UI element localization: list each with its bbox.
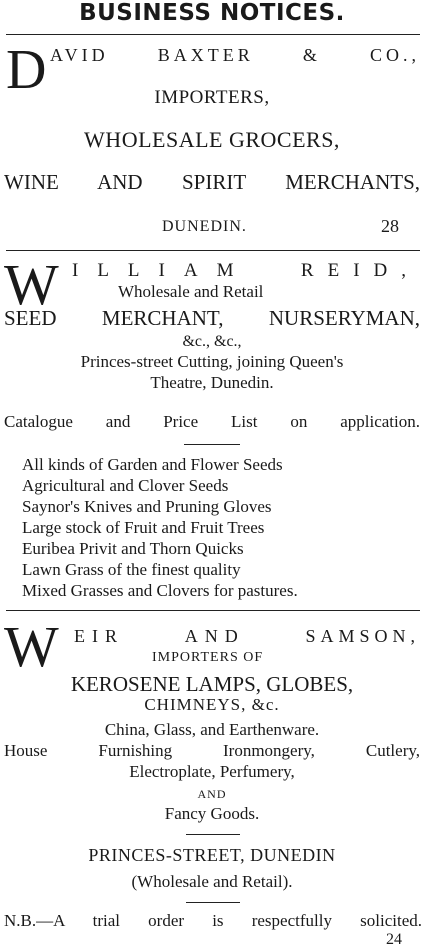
top-rule (6, 34, 420, 35)
dropcap-w: W (4, 252, 59, 317)
place-name: DUNEDIN. (162, 218, 247, 235)
name-word: ILLIAM (72, 260, 253, 281)
divider-rule (6, 250, 420, 251)
catalogue-note: Catalogue and Price List on application. (4, 412, 420, 431)
ad-line: WINE AND SPIRIT MERCHANTS, (4, 170, 420, 194)
advertiser-name (72, 260, 420, 282)
ad-line: (Wholesale and Retail). (131, 872, 293, 891)
list-item: Saynor's Knives and Pruning Gloves (22, 497, 272, 516)
ad-line: China, Glass, and Earthenware. (104, 720, 320, 739)
ad-line: CHIMNEYS, &c. (144, 695, 280, 714)
ad-line: IMPORTERS OF (152, 650, 264, 665)
ad-line: Wholesale and Retail (118, 282, 264, 301)
dropcap-w: W (4, 614, 59, 679)
advert-number: 24 (386, 931, 402, 948)
list-item: Agricultural and Clover Seeds (22, 476, 229, 495)
name-word: CO., (369, 45, 420, 65)
ad-line: SEED MERCHANT, NURSERYMAN, (4, 306, 420, 330)
advertiser-name (74, 626, 420, 647)
ad-line: AND (197, 787, 227, 801)
ad-line: IMPORTERS, (154, 87, 270, 108)
name-word: REID, (300, 260, 420, 281)
ad-line: WHOLESALE GROCERS, (84, 127, 340, 152)
list-item: All kinds of Garden and Flower Seeds (22, 455, 283, 474)
list-item: Mixed Grasses and Clovers for pastures. (22, 581, 298, 600)
name-word: BAXTER (157, 45, 254, 65)
short-rule (186, 834, 240, 835)
ad-line: Electroplate, Perfumery, (129, 762, 295, 781)
name-word: AVID (50, 45, 109, 65)
ad-line: &c., &c., (182, 333, 242, 350)
ad-line: Fancy Goods. (164, 804, 260, 823)
divider-rule (6, 610, 420, 611)
name-word: EIR (74, 626, 124, 646)
advertiser-name (50, 45, 420, 66)
list-item: Large stock of Fruit and Fruit Trees (22, 518, 265, 537)
name-word: & (302, 45, 321, 65)
short-rule (184, 444, 240, 445)
ad-line: Princes-street Cutting, joining Queen's (80, 352, 344, 371)
section-title: BUSINESS NOTICES. (79, 0, 345, 26)
advert-number: 28 (381, 216, 399, 236)
dropcap-d: D (6, 39, 47, 101)
name-word: AND (184, 626, 245, 646)
ad-line: Theatre, Dunedin. (150, 373, 274, 392)
list-item: Lawn Grass of the finest quality (22, 560, 241, 579)
ad-address: PRINCES-STREET, DUNEDIN (88, 845, 336, 865)
ad-line: KEROSENE LAMPS, GLOBES, (70, 672, 354, 696)
list-item: Euribea Privit and Thorn Quicks (22, 539, 244, 558)
short-rule (186, 902, 240, 903)
name-word: SAMSON, (305, 626, 420, 646)
closing-note: N.B.—A trial order is respectfully solicited. (4, 911, 422, 930)
ad-line: House Furnishing Ironmongery, Cutlery, (4, 741, 420, 760)
